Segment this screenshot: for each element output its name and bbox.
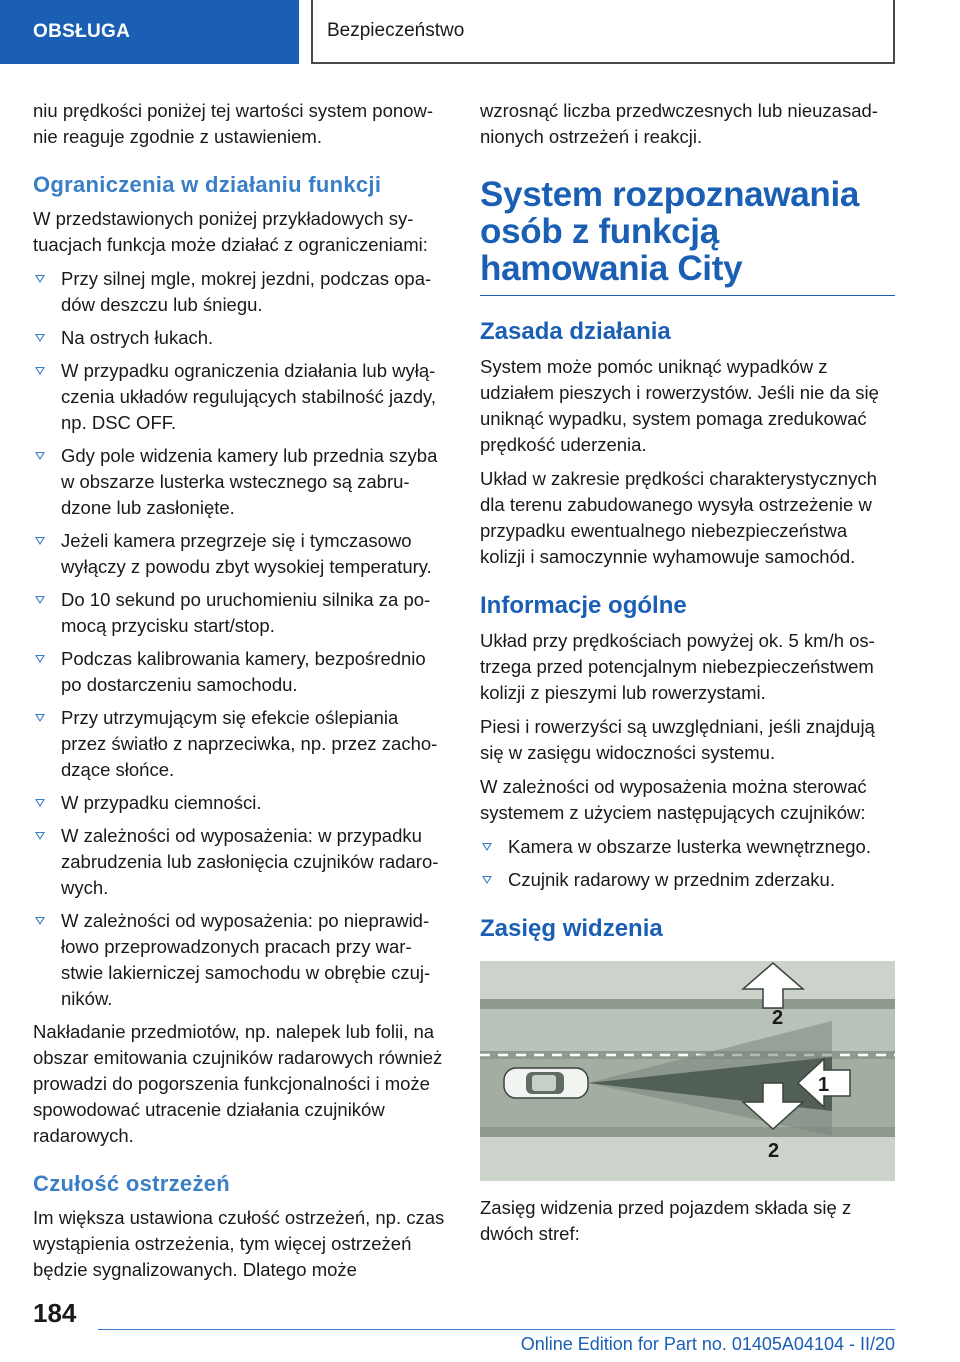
triangle-bullet-icon [35, 537, 45, 545]
sensitivity-paragraph: Im większa ustawiona czułość ostrzeżeń, np. czas wystąpienia ostrzeżenia, tym więcej ostrzeżeń będzie sygnalizowanych. Dlatego może [33, 1207, 445, 1280]
triangle-bullet-icon [482, 876, 492, 884]
heading-limitations: Ograniczenia w działaniu funkcji [33, 172, 382, 197]
list-item: W przypadku ciemności. [33, 790, 447, 816]
principle-paragraph-1: System może pomóc uniknąć wypadków z udziałem pieszych i rowerzystów. Jeśli nie da się uniknąć wypadku, system pomaga zredukować prędkość uderzenia. [480, 356, 879, 455]
list-item: Jeżeli kamera przegrzeje się i tymczasowo wyłączy z powodu zbyt wysokiej temperatury. [33, 528, 447, 580]
heading-range: Zasięg widzenia [480, 915, 663, 942]
zone-2-bottom-label: 2 [768, 1140, 780, 1162]
list-item: W zależności od wyposażenia: w przypadku zabrudzenia lub zasłonięcia czujników radarowych. [33, 823, 447, 901]
car-icon [504, 1068, 588, 1098]
triangle-bullet-icon [35, 367, 45, 375]
triangle-bullet-icon [35, 452, 45, 460]
heading-principle: Zasada działania [480, 318, 671, 345]
list-item: Gdy pole widzenia kamery lub przednia szyba w obszarze lusterka wstecznego są zabrudzone lub zasłonięte. [33, 443, 447, 521]
left-column [33, 98, 447, 1291]
right-intro-paragraph: wzrosnąć liczba przedwczesnych lub nieuzasadnionych ostrzeżeń i reakcji. [480, 100, 878, 147]
section-tab-label: OBSŁUGA [33, 21, 131, 42]
general-paragraph-2: Piesi i rowerzyści są uwzględniani, jeśli znajdują się w zasięgu widoczności systemu. [480, 716, 875, 763]
triangle-bullet-icon [35, 714, 45, 722]
section-tab[interactable] [0, 0, 299, 64]
general-paragraph-3: W zależności od wyposażenia można sterować systemem z użyciem następujących czujników: [480, 776, 867, 823]
list-item: Na ostrych łukach. [33, 325, 447, 351]
list-item: Przy silnej mgle, mokrej jezdni, podczas opadów deszczu lub śniegu. [33, 266, 447, 318]
limitations-list [33, 266, 447, 1012]
triangle-bullet-icon [35, 832, 45, 840]
footer-edition: Online Edition for Part no. 01405A04104 - II/20 [520, 1334, 895, 1354]
heading-sensitivity: Czułość ostrzeżeń [33, 1171, 231, 1196]
right-column [480, 98, 895, 1255]
limitations-outro: Nakładanie przedmiotów, np. nalepek lub folii, na obszar emitowania czujników radarowych również prowadzi do pogorszenia funkcjonalności i może spowodować utracenie działania czujników radarowych. [33, 1021, 443, 1146]
list-item: W przypadku ograniczenia działania lub wyłączenia układów regulujących stabilność jazdy, np. DSC OFF. [33, 358, 447, 436]
principle-paragraph-2: Układ w zakresie prędkości charakterystycznych dla terenu zabudowanego wysyła ostrzeżenie w przypadku ewentualnego niebezpieczeństwa kolizji i samoczynnie wyhamowuje samochód. [480, 468, 877, 567]
detection-range-figure [480, 961, 895, 1181]
limitations-intro: W przedstawionych poniżej przykładowych sytuacjach funkcja może działać z ograniczeniami: [33, 208, 428, 255]
lane-upper [480, 1009, 895, 1051]
left-intro-paragraph: niu prędkości poniżej tej wartości system ponownie reaguje zgodnie z ustawieniem. [33, 100, 433, 147]
sensors-list [480, 834, 895, 893]
page-number: 184 [33, 1298, 77, 1328]
zone-2-top-label: 2 [772, 1007, 784, 1029]
heading-general: Informacje ogólne [480, 592, 687, 619]
list-item: Do 10 sekund po uruchomieniu silnika za pomocą przycisku start/stop. [33, 587, 447, 639]
list-item: Kamera w obszarze lusterka wewnętrznego. [480, 834, 895, 860]
triangle-bullet-icon [35, 917, 45, 925]
list-item: Czujnik radarowy w przednim zderzaku. [480, 867, 895, 893]
list-item: Podczas kalibrowania kamery, bezpośrednio po dostarczeniu samochodu. [33, 646, 447, 698]
list-item: Przy utrzymującym się efekcie oślepiania przez światło z naprzeciwka, np. przez zachodzące słońce. [33, 705, 447, 783]
triangle-bullet-icon [35, 334, 45, 342]
zone-1-label: 1 [818, 1074, 830, 1096]
page-title: System rozpoznawania osób z funkcją hamowania City [480, 176, 895, 296]
chapter-header [311, 0, 895, 64]
triangle-bullet-icon [35, 799, 45, 807]
list-item: W zależności od wyposażenia: po nieprawidłowo przeprowadzonych pracach przy warstwie lakierniczej samochodu w obrębie czujników. [33, 908, 447, 1012]
chapter-title: Bezpieczeństwo [327, 20, 465, 41]
range-paragraph: Zasięg widzenia przed pojazdem składa się z dwóch stref: [480, 1197, 852, 1244]
triangle-bullet-icon [482, 843, 492, 851]
triangle-bullet-icon [35, 275, 45, 283]
triangle-bullet-icon [35, 596, 45, 604]
general-paragraph-1: Układ przy prędkościach powyżej ok. 5 km/h ostrzega przed potencjalnym niebezpieczeństwem kolizji z pieszymi lub rowerzystami. [480, 630, 875, 703]
footer-divider [98, 1329, 895, 1330]
triangle-bullet-icon [35, 655, 45, 663]
